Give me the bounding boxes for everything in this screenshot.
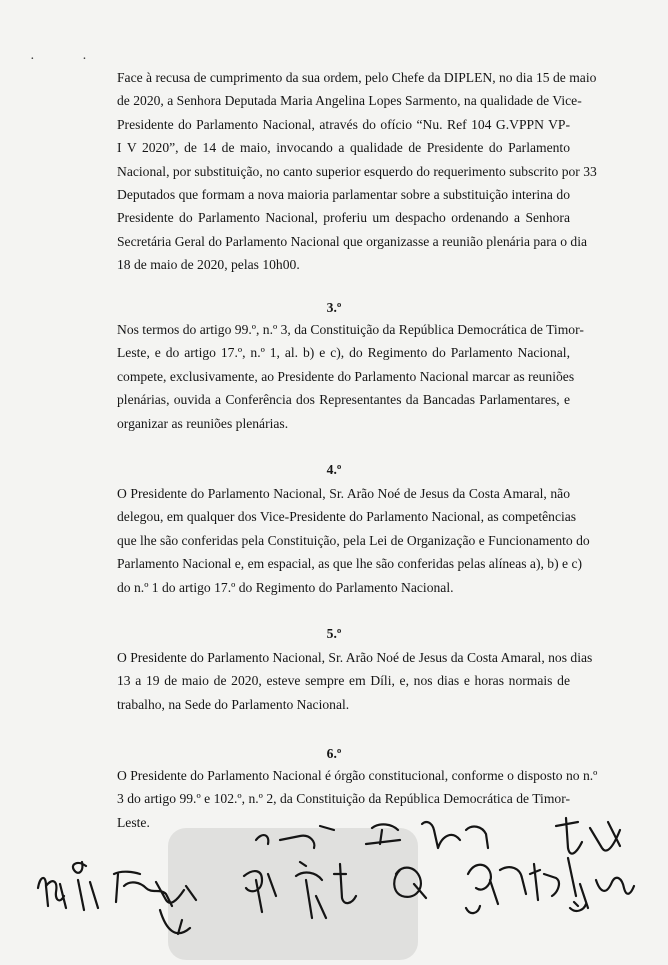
para-intro-line: Secretária Geral do Parlamento Nacional que organizasse a reunião plenária para o dia xyxy=(117,233,588,249)
para-5-line: O Presidente do Parlamento Nacional, Sr. Arão Noé de Jesus da Costa Amaral, nos dias xyxy=(117,650,593,665)
para-6-line: 3 do artigo 99.º e 102.º, n.º 2, da Constituição da República Democrática de Timor- xyxy=(117,791,570,807)
signature-1 xyxy=(38,878,66,908)
signature-10 xyxy=(556,818,620,854)
para-intro-line: I V 2020”, de 14 de maio, invocando a qualidade de Presidente do Parlamento xyxy=(117,140,570,156)
para-3-line: compete, exclusivamente, ao Presidente do Parlamento Nacional marcar as reuniões xyxy=(117,368,575,384)
para-intro-line: Face à recusa de cumprimento da sua ordem, pelo Chefe da DIPLEN, no dia 15 de maio xyxy=(117,70,597,85)
paragraph-intro xyxy=(117,66,597,277)
signature-8 xyxy=(422,822,488,848)
signature-9 xyxy=(468,858,578,906)
paragraph-4 xyxy=(117,482,590,599)
para-3-line: Leste, e do artigo 17.º, n.º 1, al. b) e c), do Regimento do Parlamento Nacional, xyxy=(117,345,570,361)
signature-12 xyxy=(466,904,586,913)
para-4-line: do n.º 1 do artigo 17.º do Regimento do Parlamento Nacional. xyxy=(117,579,454,595)
para-intro-line: Nacional, por substituição, no canto superior esquerdo do requerimento subscrito por 33 xyxy=(117,163,597,179)
scan-marks: · · xyxy=(30,52,109,67)
heading-4: 4.º xyxy=(326,462,342,477)
para-6-line: O Presidente do Parlamento Nacional é órgão constitucional, conforme o disposto no n.º xyxy=(117,768,598,783)
para-4-line: O Presidente do Parlamento Nacional, Sr. Arão Noé de Jesus da Costa Amaral, não xyxy=(117,486,570,501)
para-intro-line: Presidente do Parlamento Nacional, proferiu um despacho ordenando a Senhora xyxy=(117,210,570,226)
para-intro-line: Deputados que formam a nova maioria parlamentar sobre a substituição interina do xyxy=(117,187,570,203)
paragraph-3 xyxy=(117,318,584,435)
heading-5: 5.º xyxy=(326,626,342,641)
signature-2 xyxy=(73,862,98,910)
signature-11 xyxy=(580,878,634,908)
para-3-line: plenárias, ouvida a Conferência dos Representantes da Bancadas Parlamentares, e xyxy=(117,392,570,408)
paragraph-5 xyxy=(117,646,593,716)
signatures xyxy=(0,800,668,960)
para-5-line: 13 a 19 de maio de 2020, esteve sempre em Díli, e, nos dias e horas normais de xyxy=(117,673,570,689)
heading-6: 6.º xyxy=(326,746,342,761)
para-4-line: que lhe são conferidas pela Constituição, pela Lei de Organização e Funcionamento do xyxy=(117,532,590,548)
para-4-line: delegou, em qualquer dos Vice-Presidente do Parlamento Nacional, as competências xyxy=(117,509,577,525)
para-intro-line: 18 de maio de 2020, pelas 10h00. xyxy=(117,257,300,273)
para-6-line: Leste. xyxy=(117,814,150,830)
heading-3: 3.º xyxy=(326,300,342,315)
para-5-line: trabalho, na Sede do Parlamento Nacional. xyxy=(117,696,350,712)
para-intro-line: Presidente do Parlamento Nacional, através do ofício “Nu. Ref 104 G.VPPN VP- xyxy=(117,116,570,132)
para-intro-line: de 2020, a Senhora Deputada Maria Angelina Lopes Sarmento, na qualidade de Vice- xyxy=(117,93,582,109)
para-4-line: Parlamento Nacional e, em espacial, as que lhe são conferidas pelas alíneas a), b) e c) xyxy=(117,556,583,572)
para-3-line: organizar as reuniões plenárias. xyxy=(117,415,289,431)
blurred-stamp xyxy=(168,828,418,960)
para-3-line: Nos termos do artigo 99.º, n.º 3, da Constituição da República Democrática de Timor- xyxy=(117,322,584,337)
